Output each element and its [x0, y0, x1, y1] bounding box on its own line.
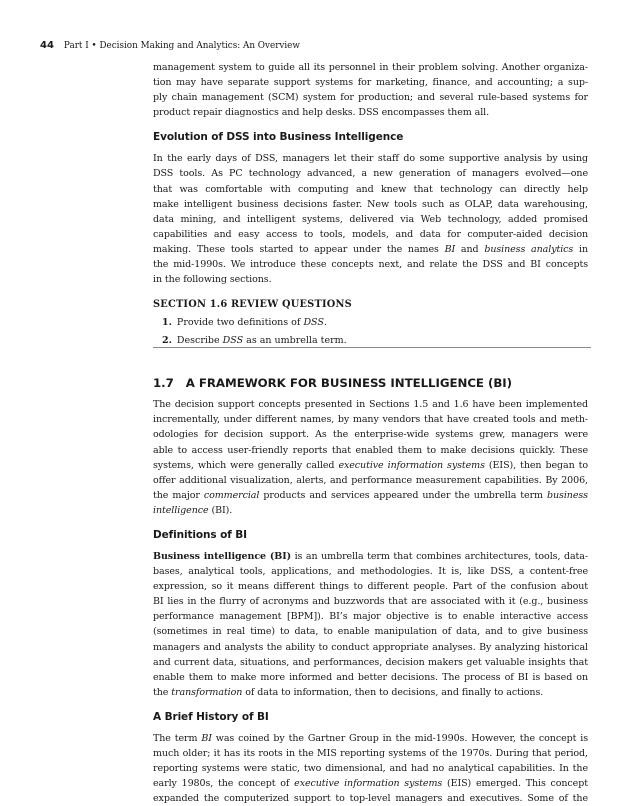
running-head-text: Part I • Decision Making and Analytics: An Overview	[63, 41, 300, 51]
text-line: the mid-1990s. We introduce these concepts next, and relate the DSS and BI concepts	[153, 259, 588, 271]
text-line: The decision support concepts presented in Sections 1.5 and 1.6 have been implemented	[153, 399, 588, 411]
emphasis-bi: BI	[201, 732, 212, 744]
text-line: DSS tools. As PC technology advanced, a new generation of managers evolved—one	[153, 168, 588, 180]
emphasis-eis: executive information systems	[294, 778, 443, 790]
text-line: and current data, situations, and performances, decision makers get valuable insights that	[153, 656, 588, 668]
text-column	[153, 60, 588, 806]
section-title-text: A FRAMEWORK FOR BUSINESS INTELLIGENCE (BI)	[185, 376, 512, 391]
review-question-1: 1. Provide two definitions of DSS.	[162, 317, 327, 329]
text-line: reporting systems were static, two dimensional, and had no analytical capabilities. In the	[153, 763, 588, 775]
history-heading: A Brief History of BI	[153, 710, 269, 723]
text-line: systems, which were generally called executive information systems (EIS), then began to	[153, 459, 588, 471]
text-line: (sometimes in real time) to data, to enable manipulation of data, and to give business	[153, 626, 588, 638]
running-head	[40, 40, 600, 52]
text-line: managers and analysts the ability to conduct appropriate analyses. By analyzing historical	[153, 641, 588, 653]
text-line: incrementally, under different names, by many vendors that have created tools and meth-	[153, 414, 588, 426]
text-line: much older; it has its roots in the MIS reporting systems of the 1970s. During that period,	[153, 748, 588, 759]
emphasis-business-analytics: business analytics	[484, 243, 574, 255]
text-line: in the following sections.	[153, 274, 272, 286]
section-number: 1.7	[153, 376, 174, 391]
section-1-7-paragraph	[153, 397, 588, 518]
text-line: the major commercial products and services appeared under the umbrella term business	[153, 489, 588, 501]
term-business-intelligence: Business intelligence (BI)	[153, 550, 292, 562]
text-line: product repair diagnostics and help desks. DSS encompasses them all.	[153, 107, 490, 119]
emphasis-commercial: commercial	[203, 489, 260, 501]
text-line: The term BI was coined by the Gartner Group in the mid-1990s. However, the concept is	[153, 732, 589, 744]
emphasis-business: business	[547, 489, 588, 501]
text-line: capabilities and easy access to tools, models, and data for computer-aided decision	[153, 228, 588, 240]
text-line: making. These tools started to appear under the names BI and business analytics in	[153, 243, 588, 255]
text-line: make intelligent business decisions faster. New tools such as OLAP, data warehousing,	[153, 198, 588, 210]
evolution-paragraph	[153, 151, 588, 287]
text-line: odologies for decision support. As the enterprise-wide systems grew, managers were	[153, 429, 588, 441]
text-line: BI lies in the flurry of acronyms and buzzwords that are associated with it (e.g., business	[153, 596, 588, 608]
text-line: In the early days of DSS, managers let their staff do some supportive analysis by using	[153, 153, 588, 165]
text-line: performance management [BPM]). BI’s major objective is to enable interactive access	[153, 611, 588, 623]
definitions-heading: Definitions of BI	[153, 528, 247, 541]
text-line: early 1980s, the concept of executive information systems (EIS) emerged. This concept	[153, 778, 588, 790]
emphasis-intelligence: intelligence	[153, 504, 209, 516]
text-line: ply chain management (SCM) system for production; and several rule-based systems for	[153, 92, 588, 104]
emphasis-transformation: transformation	[171, 686, 243, 698]
emphasis-bi: BI	[444, 243, 456, 255]
text-line: Business intelligence (BI) is an umbrella term that combines architectures, tools, data-	[153, 550, 588, 562]
section-divider-rule	[153, 347, 591, 348]
review-question-2: 2. Describe DSS as an umbrella term.	[162, 335, 347, 347]
evolution-heading: Evolution of DSS into Business Intelligence	[153, 131, 404, 144]
text-line: expanded the computerized support to top-level managers and executives. Some of the	[153, 793, 588, 805]
history-paragraph	[153, 731, 588, 806]
emphasis-eis: executive information systems	[338, 459, 485, 471]
text-line: management system to guide all its personnel in their problem solving. Another organiza-	[153, 62, 588, 73]
text-line: that was comfortable with computing and knew that technology can directly help	[153, 183, 588, 195]
intro-paragraph	[153, 60, 588, 120]
text-line: expression, so it means different things to different people. Part of the confusion about	[153, 581, 588, 593]
text-line: the transformation of data to information, then to decisions, and finally to actions.	[153, 686, 544, 698]
text-line: tion may have separate support systems for marketing, finance, and accounting; a sup-	[153, 77, 588, 89]
page-number: 44	[40, 40, 54, 51]
text-line: data mining, and intelligent systems, delivered via Web technology, added promised	[153, 213, 588, 225]
text-line: enable them to make more informed and better decisions. The process of BI is based on	[153, 671, 588, 683]
section-1-7-title	[153, 375, 588, 391]
review-questions-heading: SECTION 1.6 REVIEW QUESTIONS	[153, 299, 352, 311]
definitions-paragraph	[153, 549, 588, 700]
text-line: intelligence (BI).	[153, 504, 233, 516]
text-line: bases, analytical tools, applications, and methodologies. It is, like DSS, a content-free	[153, 566, 588, 578]
text-line: offer additional visualization, alerts, and performance measurement capabilities. By 2006,	[153, 474, 588, 486]
text-line: able to access user-friendly reports that enabled them to make decisions quickly. These	[153, 444, 588, 456]
review-questions-list	[153, 314, 588, 350]
